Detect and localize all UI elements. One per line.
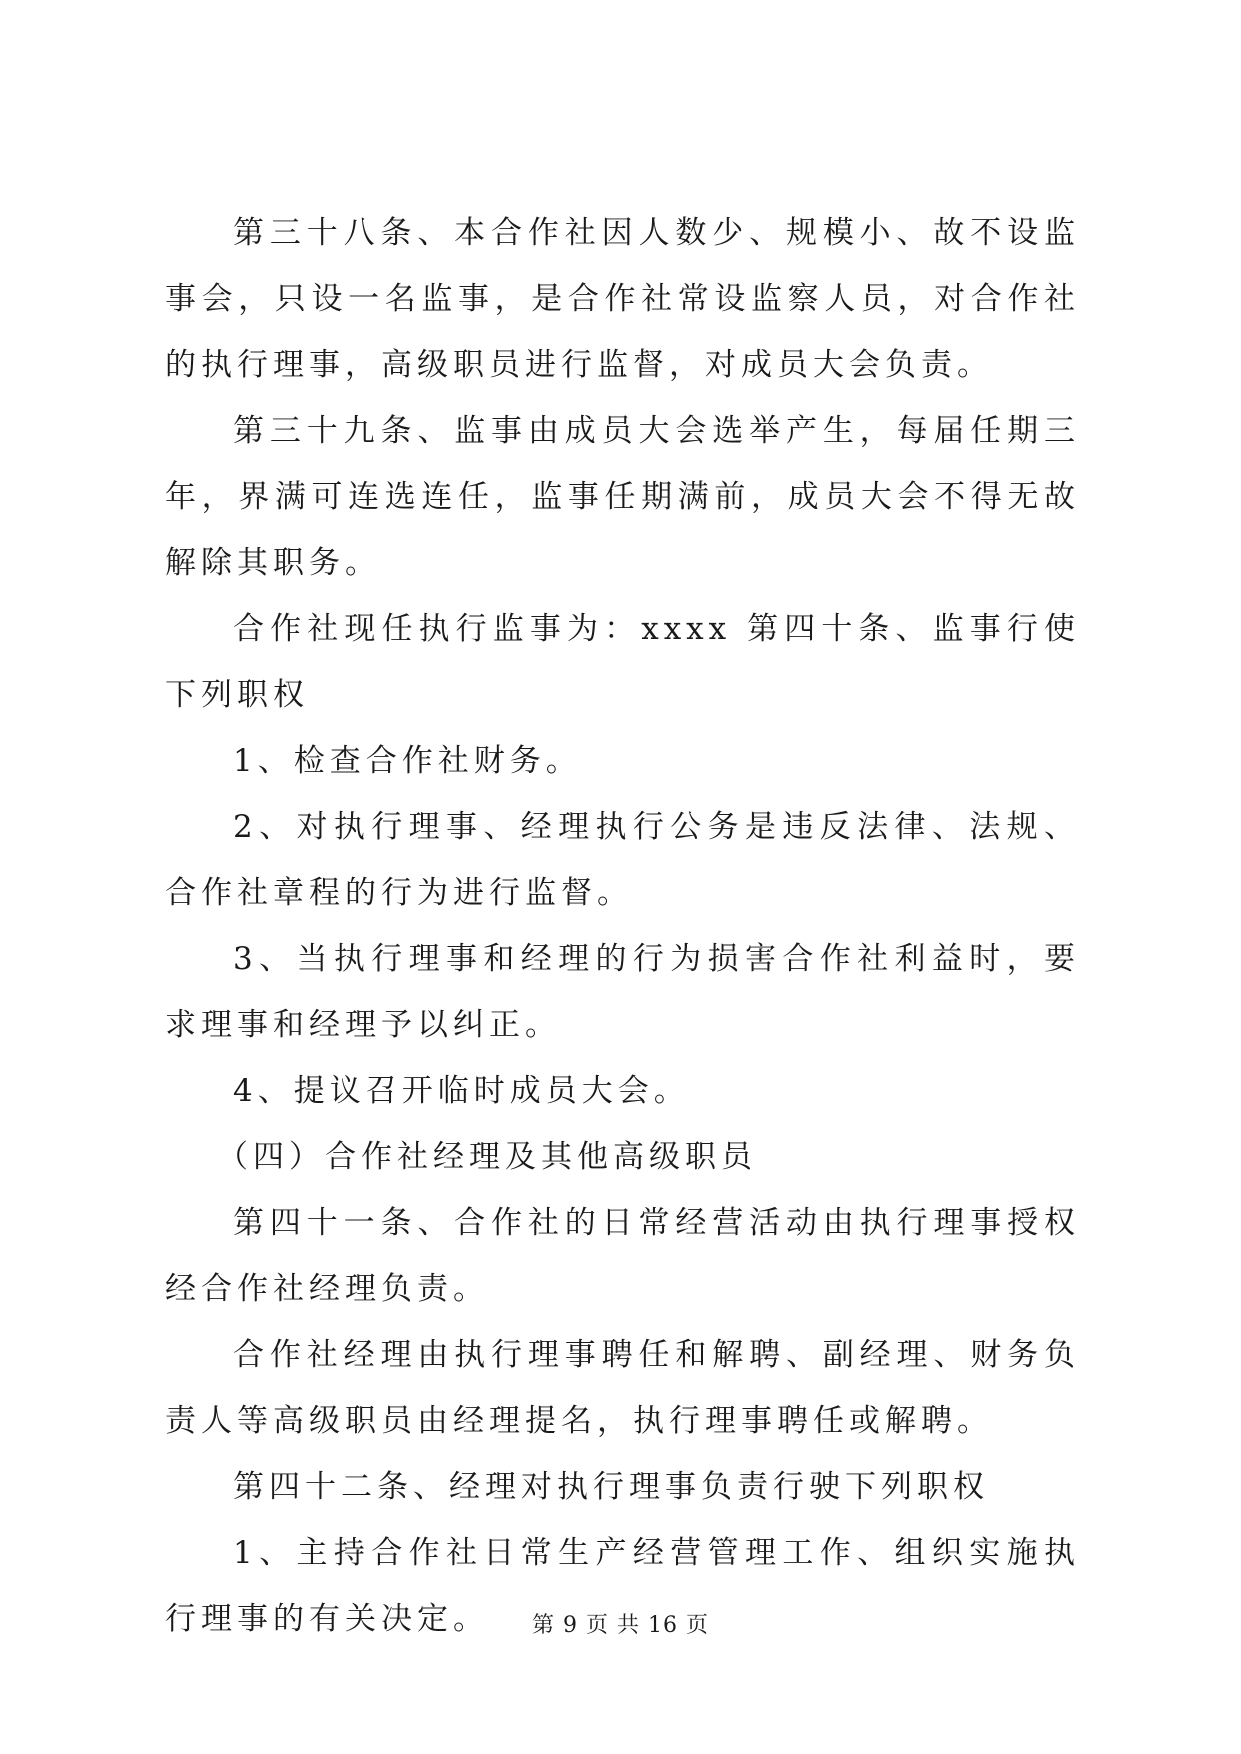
- paragraph-article-42: 第四十二条、经理对执行理事负责行驶下列职权: [233, 1469, 989, 1505]
- document-body: [165, 200, 1080, 1652]
- paragraph-current-supervisor: 合作社现任执行监事为：xxxx 第四十条、监事行使下列职权: [165, 611, 1080, 713]
- paragraph-article-38: 第三十八条、本合作社因人数少、规模小、故不设监事会，只设一名监事，是合作社常设监察人员，对合作社的执行理事，高级职员进行监督，对成员大会负责。: [165, 215, 1080, 383]
- paragraph-item-1: 1、检查合作社财务。: [233, 743, 582, 779]
- paragraph-manager-appointment: 合作社经理由执行理事聘任和解聘、副经理、财务负责人等高级职员由经理提名，执行理事聘任或解聘。: [165, 1337, 1080, 1439]
- page-number-footer: 第 9 页 共 16 页: [532, 1613, 709, 1638]
- paragraph-article-39: 第三十九条、监事由成员大会选举产生，每届任期三年，界满可连选连任，监事任期满前，成员大会不得无故解除其职务。: [165, 413, 1080, 581]
- paragraph-item-2: 2、对执行理事、经理执行公务是违反法律、法规、合作社章程的行为进行监督。: [165, 809, 1080, 911]
- paragraph-item-4: 4、提议召开临时成员大会。: [233, 1073, 690, 1109]
- section-heading-manager: （四）合作社经理及其他高级职员: [217, 1139, 757, 1175]
- paragraph-manager-item-1: 1、主持合作社日常生产经营管理工作、组织实施执行理事的有关决定。: [165, 1535, 1080, 1637]
- paragraph-article-41: 第四十一条、合作社的日常经营活动由执行理事授权经合作社经理负责。: [165, 1205, 1080, 1307]
- paragraph-item-3: 3、当执行理事和经理的行为损害合作社利益时，要求理事和经理予以纠正。: [165, 941, 1080, 1043]
